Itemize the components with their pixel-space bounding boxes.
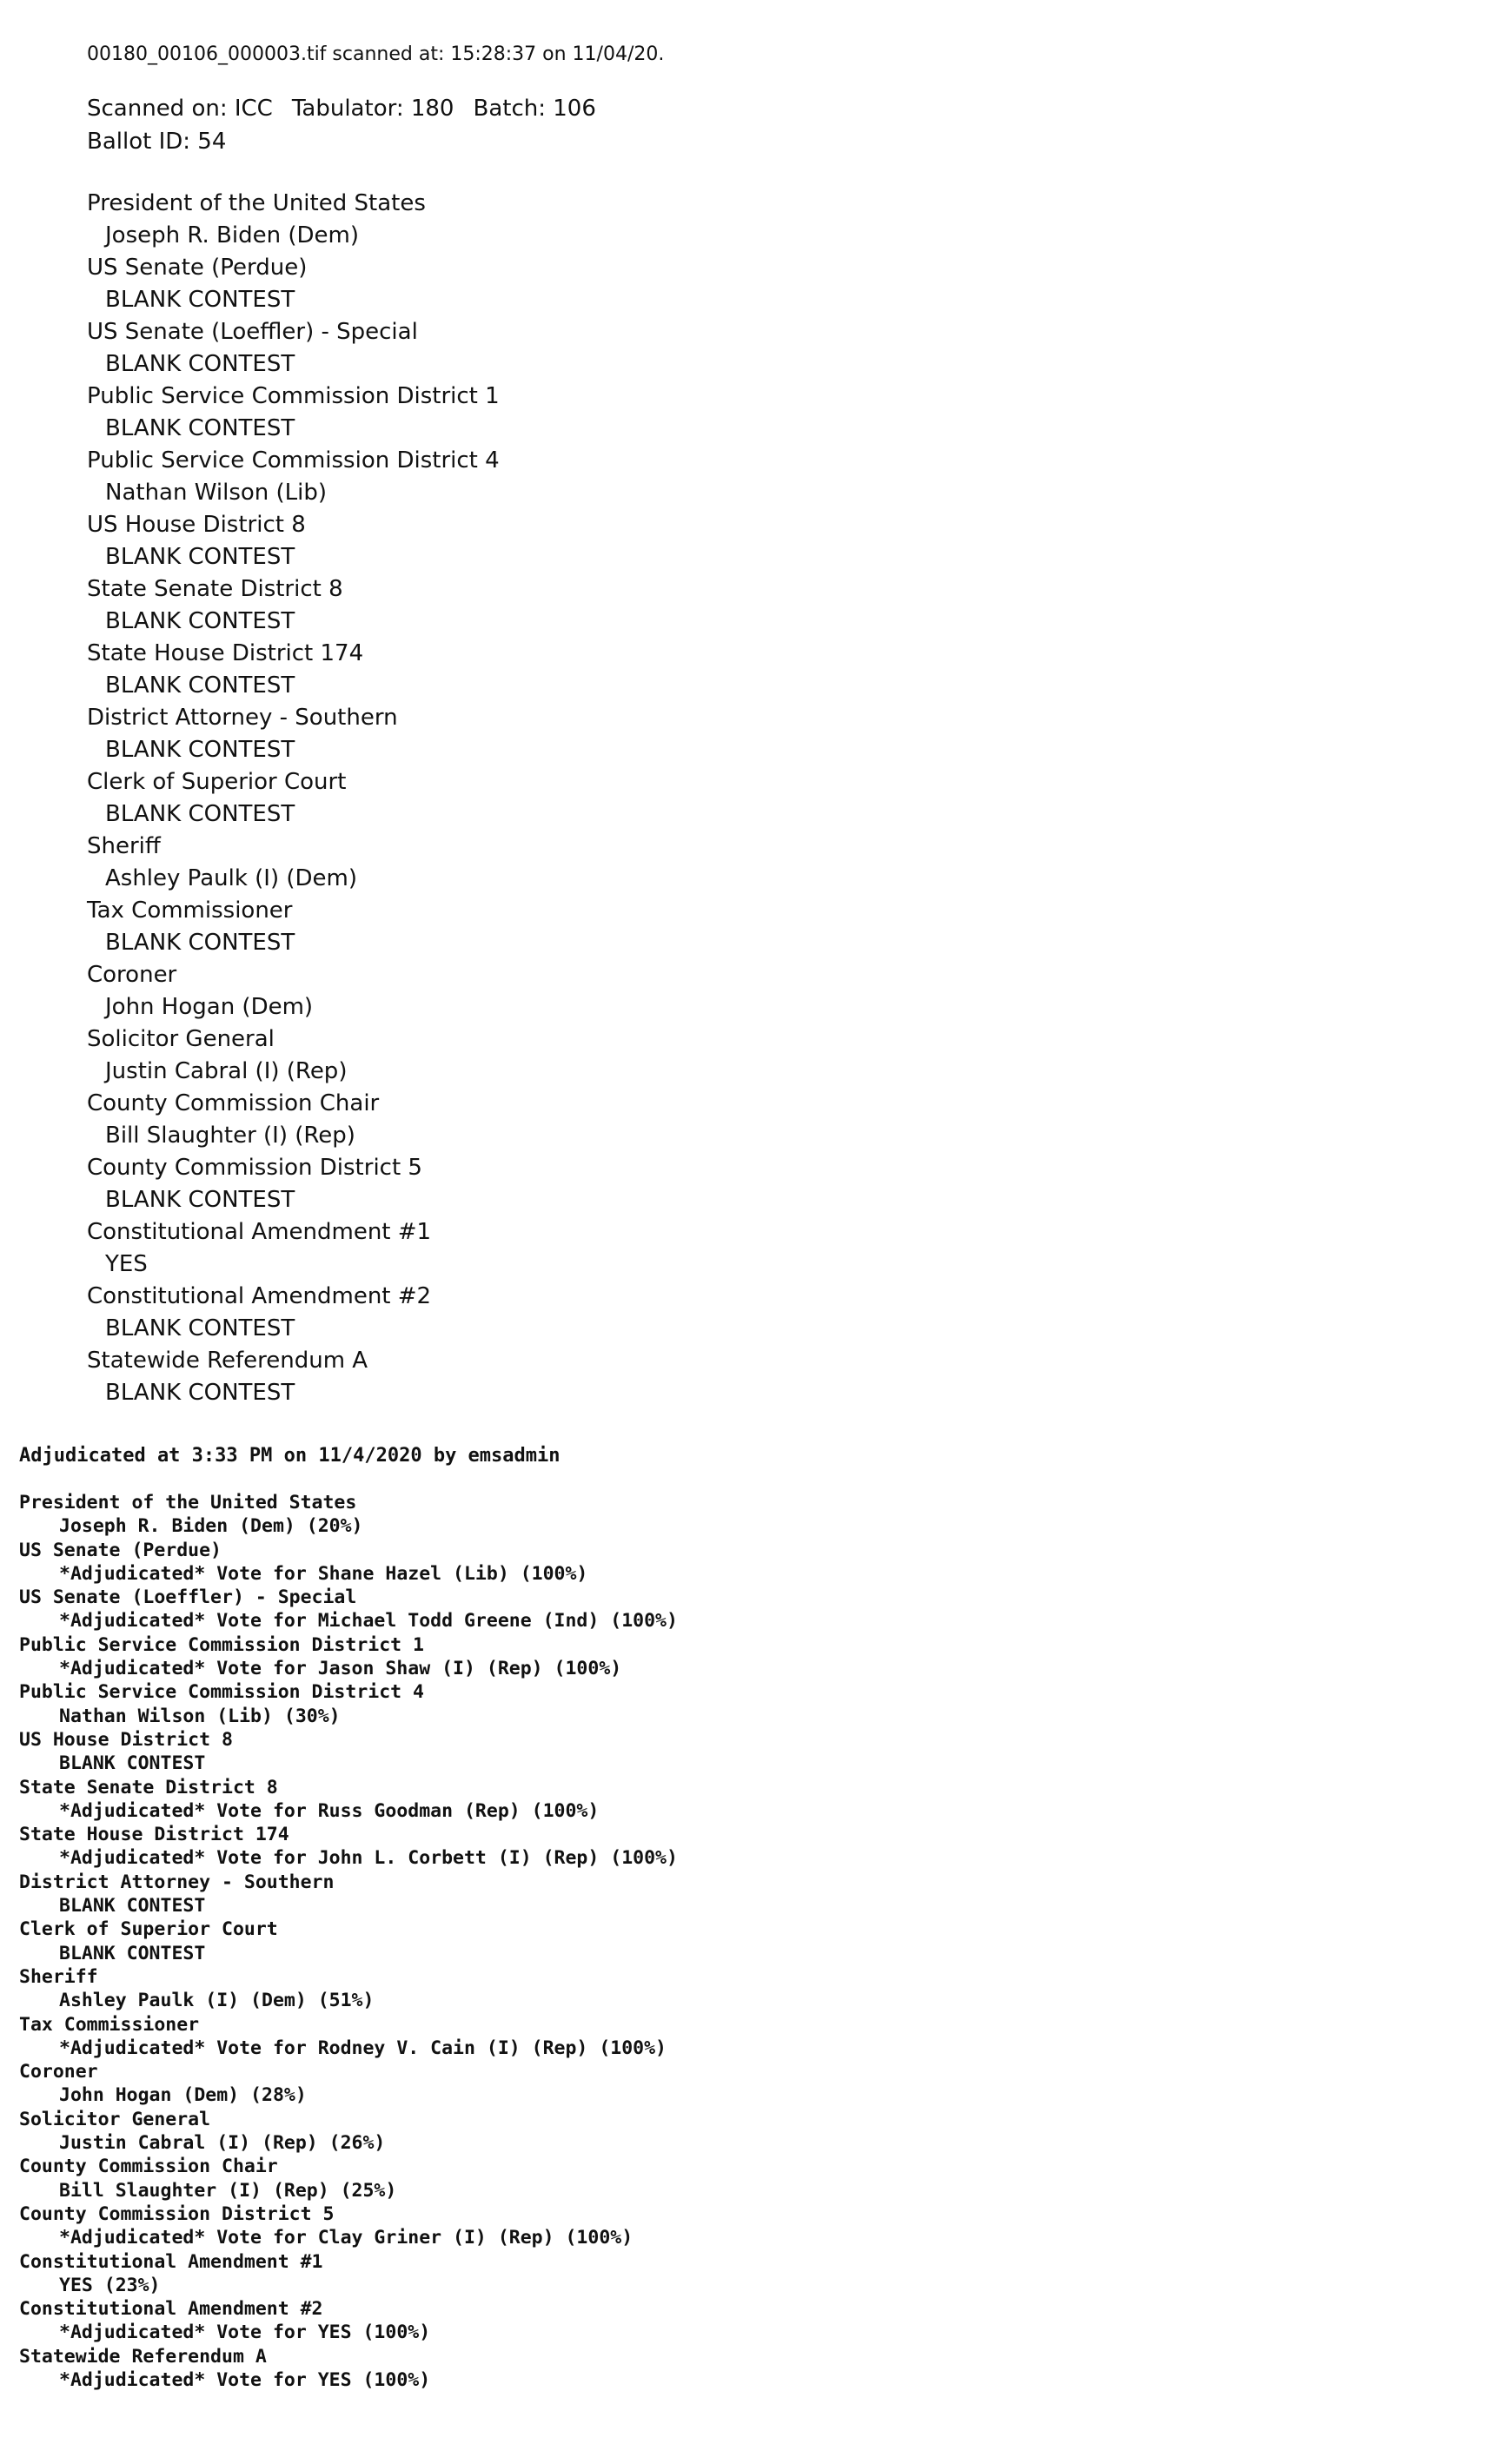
contest-name: County Commission Chair bbox=[19, 2156, 278, 2178]
contest-choice: BLANK CONTEST bbox=[59, 1752, 206, 1775]
contest-choice: BLANK CONTEST bbox=[105, 608, 295, 634]
contest-choice: *Adjudicated* Vote for John L. Corbett (I) (Rep) (100%) bbox=[59, 1847, 678, 1870]
contest-name: State House District 174 bbox=[19, 1824, 289, 1846]
contest-name: Statewide Referendum A bbox=[87, 1348, 368, 1374]
contest-choice: *Adjudicated* Vote for YES (100%) bbox=[59, 2368, 431, 2391]
contest-choice: Joseph R. Biden (Dem) (20%) bbox=[59, 1515, 363, 1538]
scanned-on-label: Scanned on: ICC bbox=[87, 96, 273, 122]
contest-choice: Nathan Wilson (Lib) bbox=[105, 480, 328, 506]
contest-name: US Senate (Perdue) bbox=[87, 255, 308, 281]
contest-name: Public Service Commission District 1 bbox=[87, 383, 500, 409]
contest-name: Sheriff bbox=[19, 1965, 98, 1988]
contest-name: District Attorney - Southern bbox=[19, 1871, 335, 1893]
contest-entry bbox=[87, 702, 1130, 766]
contest-name: State Senate District 8 bbox=[87, 576, 343, 602]
contest-choice: BLANK CONTEST bbox=[105, 1315, 295, 1341]
contest-name: Tax Commissioner bbox=[19, 2013, 200, 2036]
contest-entry bbox=[87, 831, 1130, 895]
contest-choice: BLANK CONTEST bbox=[105, 1380, 295, 1406]
contest-name: Clerk of Superior Court bbox=[87, 769, 347, 795]
contest-entry bbox=[19, 1871, 1323, 1918]
ballot-id-label: Ballot ID: 54 bbox=[87, 129, 227, 155]
contest-choice: *Adjudicated* Vote for Rodney V. Cain (I) (Rep) (100%) bbox=[59, 2037, 667, 2059]
contest-choice: BLANK CONTEST bbox=[59, 1895, 206, 1918]
contest-entry bbox=[19, 1586, 1323, 1633]
contest-entry bbox=[87, 445, 1130, 509]
contest-choice: Bill Slaughter (I) (Rep) bbox=[105, 1123, 355, 1149]
contest-name: Statewide Referendum A bbox=[19, 2345, 267, 2368]
contest-choice: BLANK CONTEST bbox=[105, 287, 295, 313]
contest-choice: *Adjudicated* Vote for Jason Shaw (I) (Rep) (100%) bbox=[59, 1658, 622, 1680]
contest-entry bbox=[19, 2345, 1323, 2393]
contest-name: State House District 174 bbox=[87, 640, 364, 666]
contest-entry bbox=[19, 2297, 1323, 2345]
contest-entry bbox=[87, 316, 1130, 381]
contest-choice: Joseph R. Biden (Dem) bbox=[105, 222, 359, 248]
contest-entry bbox=[19, 2108, 1323, 2156]
contest-choice: Nathan Wilson (Lib) (30%) bbox=[59, 1705, 341, 1727]
contest-name: President of the United States bbox=[19, 1492, 357, 1514]
contest-entry bbox=[87, 188, 1130, 252]
contest-choice: BLANK CONTEST bbox=[105, 415, 295, 441]
contest-entry bbox=[87, 1281, 1130, 1345]
contest-choice: John Hogan (Dem) (28%) bbox=[59, 2084, 307, 2107]
contest-entry bbox=[19, 1539, 1323, 1586]
contest-name: Public Service Commission District 4 bbox=[87, 447, 500, 474]
batch-label: Batch: 106 bbox=[473, 96, 596, 122]
contest-name: County Commission District 5 bbox=[87, 1155, 422, 1181]
contest-entry bbox=[19, 2202, 1323, 2250]
adjudication-contest-list bbox=[19, 1491, 1323, 2392]
contest-name: Constitutional Amendment #1 bbox=[19, 2250, 323, 2273]
contest-name: US House District 8 bbox=[87, 512, 306, 538]
contest-choice: BLANK CONTEST bbox=[105, 801, 295, 827]
scan-section bbox=[87, 40, 1130, 1409]
contest-name: District Attorney - Southern bbox=[87, 705, 398, 731]
contest-name: Public Service Commission District 4 bbox=[19, 1681, 424, 1704]
contest-entry bbox=[19, 2060, 1323, 2108]
contest-entry bbox=[19, 1680, 1323, 1728]
contest-name: County Commission District 5 bbox=[19, 2202, 335, 2225]
contest-choice: Ashley Paulk (I) (Dem) (51%) bbox=[59, 1990, 375, 2012]
contest-choice: YES (23%) bbox=[59, 2274, 161, 2296]
contest-choice: BLANK CONTEST bbox=[105, 351, 295, 377]
scan-file-line: 00180_00106_000003.tif scanned at: 15:28:37 on 11/04/20. bbox=[87, 43, 665, 65]
contest-name: Tax Commissioner bbox=[87, 898, 293, 924]
contest-choice: BLANK CONTEST bbox=[59, 1942, 206, 1964]
contest-choice: *Adjudicated* Vote for Clay Griner (I) (Rep) (100%) bbox=[59, 2227, 634, 2249]
contest-name: Constitutional Amendment #2 bbox=[87, 1283, 432, 1309]
contest-choice: BLANK CONTEST bbox=[105, 544, 295, 570]
contest-name: Solicitor General bbox=[87, 1026, 275, 1052]
contest-choice: BLANK CONTEST bbox=[105, 672, 295, 699]
contest-choice: Justin Cabral (I) (Rep) (26%) bbox=[59, 2132, 386, 2155]
scan-meta-line bbox=[87, 92, 1130, 125]
contest-entry bbox=[87, 959, 1130, 1023]
contest-choice: YES bbox=[105, 1251, 148, 1277]
contest-entry bbox=[87, 381, 1130, 445]
contest-name: US Senate (Loeffler) - Special bbox=[19, 1586, 357, 1609]
contest-entry bbox=[87, 1152, 1130, 1216]
contest-choice: Ashley Paulk (I) (Dem) bbox=[105, 865, 357, 891]
contest-entry bbox=[19, 1776, 1323, 1824]
contest-entry bbox=[87, 252, 1130, 316]
contest-entry bbox=[19, 1728, 1323, 1776]
contest-name: Public Service Commission District 1 bbox=[19, 1633, 424, 1656]
contest-choice: *Adjudicated* Vote for Russ Goodman (Rep) (100%) bbox=[59, 1799, 600, 1822]
contest-entry bbox=[87, 509, 1130, 573]
contest-entry bbox=[87, 1023, 1130, 1088]
contest-entry bbox=[87, 1216, 1130, 1281]
contest-entry bbox=[19, 2250, 1323, 2298]
contest-name: US Senate (Perdue) bbox=[19, 1539, 222, 1561]
contest-name: State Senate District 8 bbox=[19, 1776, 278, 1798]
contest-choice: *Adjudicated* Vote for Michael Todd Greene (Ind) (100%) bbox=[59, 1610, 678, 1633]
contest-entry bbox=[19, 1918, 1323, 1965]
contest-choice: *Adjudicated* Vote for YES (100%) bbox=[59, 2322, 431, 2344]
contest-entry bbox=[19, 1965, 1323, 2013]
contest-choice: BLANK CONTEST bbox=[105, 1187, 295, 1213]
contest-choice: BLANK CONTEST bbox=[105, 930, 295, 956]
contest-name: US House District 8 bbox=[19, 1728, 233, 1751]
contest-entry bbox=[87, 895, 1130, 959]
contest-choice: Bill Slaughter (I) (Rep) (25%) bbox=[59, 2179, 397, 2202]
contest-name: Sheriff bbox=[87, 833, 161, 859]
contest-name: Coroner bbox=[19, 2061, 98, 2083]
scan-contest-list bbox=[87, 188, 1130, 1409]
adjudication-section bbox=[19, 1444, 1323, 2392]
contest-entry bbox=[19, 1823, 1323, 1871]
contest-name: Solicitor General bbox=[19, 2108, 211, 2130]
contest-entry bbox=[87, 766, 1130, 831]
adjudication-header: Adjudicated at 3:33 PM on 11/4/2020 by emsadmin bbox=[19, 1445, 561, 1467]
contest-name: Clerk of Superior Court bbox=[19, 1918, 278, 1941]
contest-choice: *Adjudicated* Vote for Shane Hazel (Lib) (100%) bbox=[59, 1562, 588, 1585]
contest-entry bbox=[87, 1088, 1130, 1152]
contest-entry bbox=[19, 1633, 1323, 1681]
contest-choice: John Hogan (Dem) bbox=[105, 994, 314, 1020]
contest-name: County Commission Chair bbox=[87, 1090, 380, 1116]
contest-entry bbox=[19, 1491, 1323, 1539]
contest-name: President of the United States bbox=[87, 190, 426, 216]
contest-choice: Justin Cabral (I) (Rep) bbox=[105, 1058, 348, 1084]
contest-entry bbox=[87, 573, 1130, 638]
tabulator-label: Tabulator: 180 bbox=[291, 96, 454, 122]
contest-entry bbox=[19, 2155, 1323, 2202]
contest-name: Coroner bbox=[87, 962, 177, 988]
contest-choice: BLANK CONTEST bbox=[105, 737, 295, 763]
contest-name: Constitutional Amendment #2 bbox=[19, 2298, 323, 2321]
contest-entry bbox=[19, 2013, 1323, 2061]
contest-entry bbox=[87, 1345, 1130, 1409]
contest-name: Constitutional Amendment #1 bbox=[87, 1219, 432, 1245]
contest-name: US Senate (Loeffler) - Special bbox=[87, 319, 418, 345]
contest-entry bbox=[87, 638, 1130, 702]
